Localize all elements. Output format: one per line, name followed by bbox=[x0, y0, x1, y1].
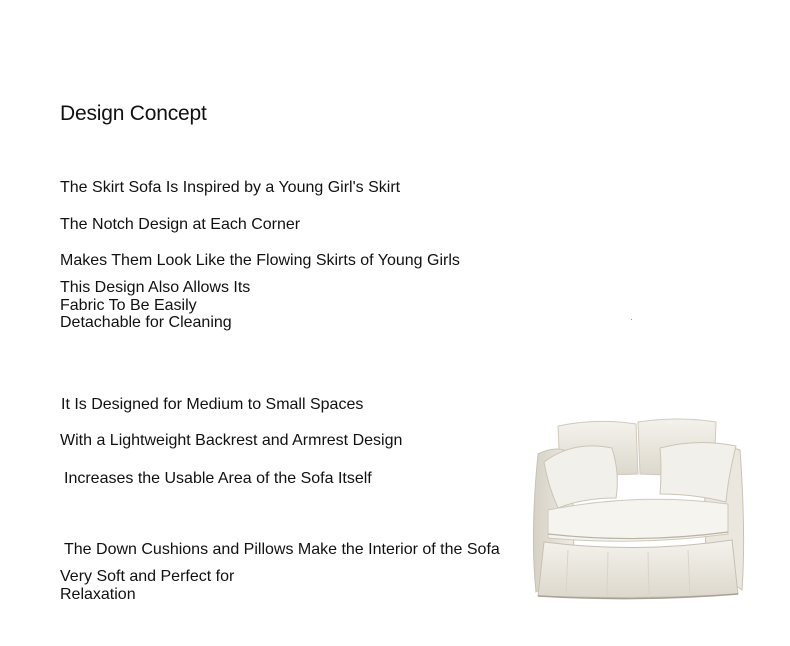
page-title: Design Concept bbox=[60, 102, 207, 125]
concept-line-8: The Down Cushions and Pillows Make the Interior of the Sofa bbox=[64, 541, 500, 558]
concept-line-4: This Design Also Allows Its Fabric To Be Easily Detachable for Cleaning bbox=[60, 279, 251, 331]
concept-line-5: It Is Designed for Medium to Small Spaces bbox=[61, 396, 364, 413]
concept-line-9: Very Soft and Perfect for Relaxation bbox=[60, 568, 235, 603]
concept-line-1: The Skirt Sofa Is Inspired by a Young Girl's Skirt bbox=[60, 179, 401, 196]
sofa-image bbox=[528, 414, 748, 600]
concept-line-7: Increases the Usable Area of the Sofa Itself bbox=[64, 470, 372, 487]
concept-line-6: With a Lightweight Backrest and Armrest Design bbox=[60, 432, 403, 449]
stray-dot bbox=[631, 319, 632, 320]
concept-line-2: The Notch Design at Each Corner bbox=[60, 216, 301, 233]
concept-line-3: Makes Them Look Like the Flowing Skirts of Young Girls bbox=[60, 252, 460, 269]
